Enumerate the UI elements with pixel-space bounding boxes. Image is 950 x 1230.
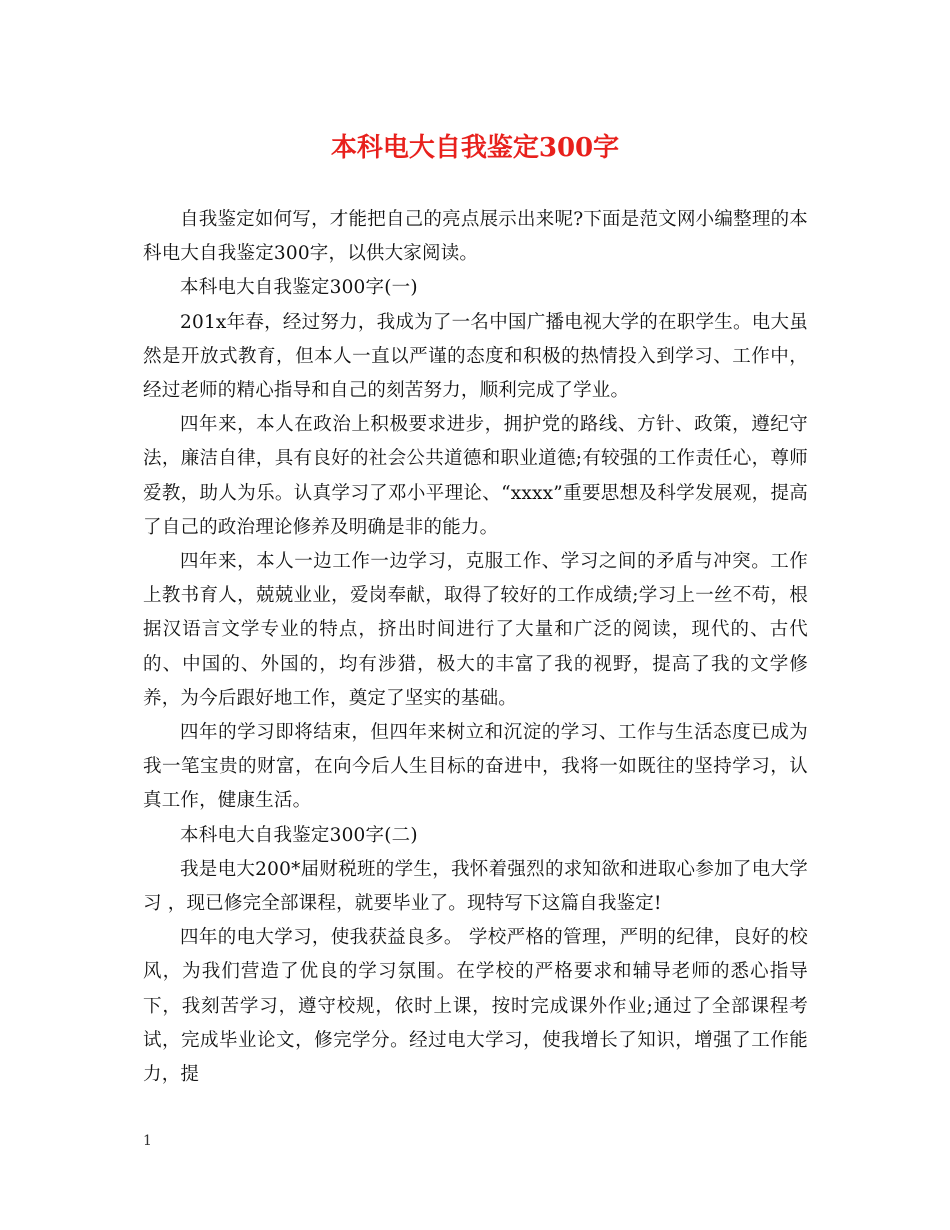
body-paragraph: 四年的电大学习，使我获益良多。 学校严格的管理，严明的纪律，良好的校风，为我们营造了优良的学习氛围。在学校的严格要求和辅导老师的悉心指导下，我刻苦学习，遵守校规，依时上课，按时完成课外作业;通过了全部课程考试，完成毕业论文，修完学分。经过电大学习，使我增长了知识，增强了工作能力，提 [143, 927, 808, 1086]
section-heading-2: 本科电大自我鉴定300字(二) [180, 824, 418, 846]
section-heading-1: 本科电大自我鉴定300字(一) [180, 277, 418, 299]
intro-paragraph: 自我鉴定如何写，才能把自己的亮点展示出来呢?下面是范文网小编整理的本科电大自我鉴定300字，以供大家阅读。 [143, 209, 808, 265]
body-paragraph: 201x年春，经过努力，我成为了一名中国广播电视大学的在职学生。电大虽然是开放式教育，但本人一直以严谨的态度和积极的热情投入到学习、工作中，经过老师的精心指导和自己的刻苦努力，顺利完成了学业。 [143, 311, 808, 402]
body-paragraph: 我是电大200*届财税班的学生，我怀着强烈的求知欲和进取心参加了电大学习 ，现已修完全部课程，就要毕业了。现特写下这篇自我鉴定! [143, 858, 808, 915]
body-paragraph: 四年来，本人在政治上积极要求进步，拥护党的路线、方针、政策，遵纪守法，廉洁自律，具有良好的社会公共道德和职业道德;有较强的工作责任心，尊师爱教，助人为乐。认真学习了邓小平理论、“xxxx”重要思想及科学发展观，提高了自己的政治理论修养及明确是非的能力。 [143, 414, 808, 538]
body-paragraph: 四年的学习即将结束，但四年来树立和沉淀的学习、工作与生活态度已成为我一笔宝贵的财富，在向今后人生目标的奋进中，我将一如既往的坚持学习，认真工作，健康生活。 [143, 722, 808, 812]
page-title: 本科电大自我鉴定300字 [330, 133, 620, 163]
page-number: 1 [143, 1133, 152, 1149]
document-body [143, 203, 808, 1092]
body-paragraph: 四年来，本人一边工作一边学习，克服工作、学习之间的矛盾与冲突。工作上教书育人，兢兢业业，爱岗奉献，取得了较好的工作成绩;学习上一丝不苟，根据汉语言文学专业的特点，挤出时间进行了大量和广泛的阅读，现代的、古代的、中国的、外国的，均有涉猎，极大的丰富了我的视野，提高了我的文学修养，为今后跟好地工作，奠定了坚实的基础。 [143, 551, 808, 709]
